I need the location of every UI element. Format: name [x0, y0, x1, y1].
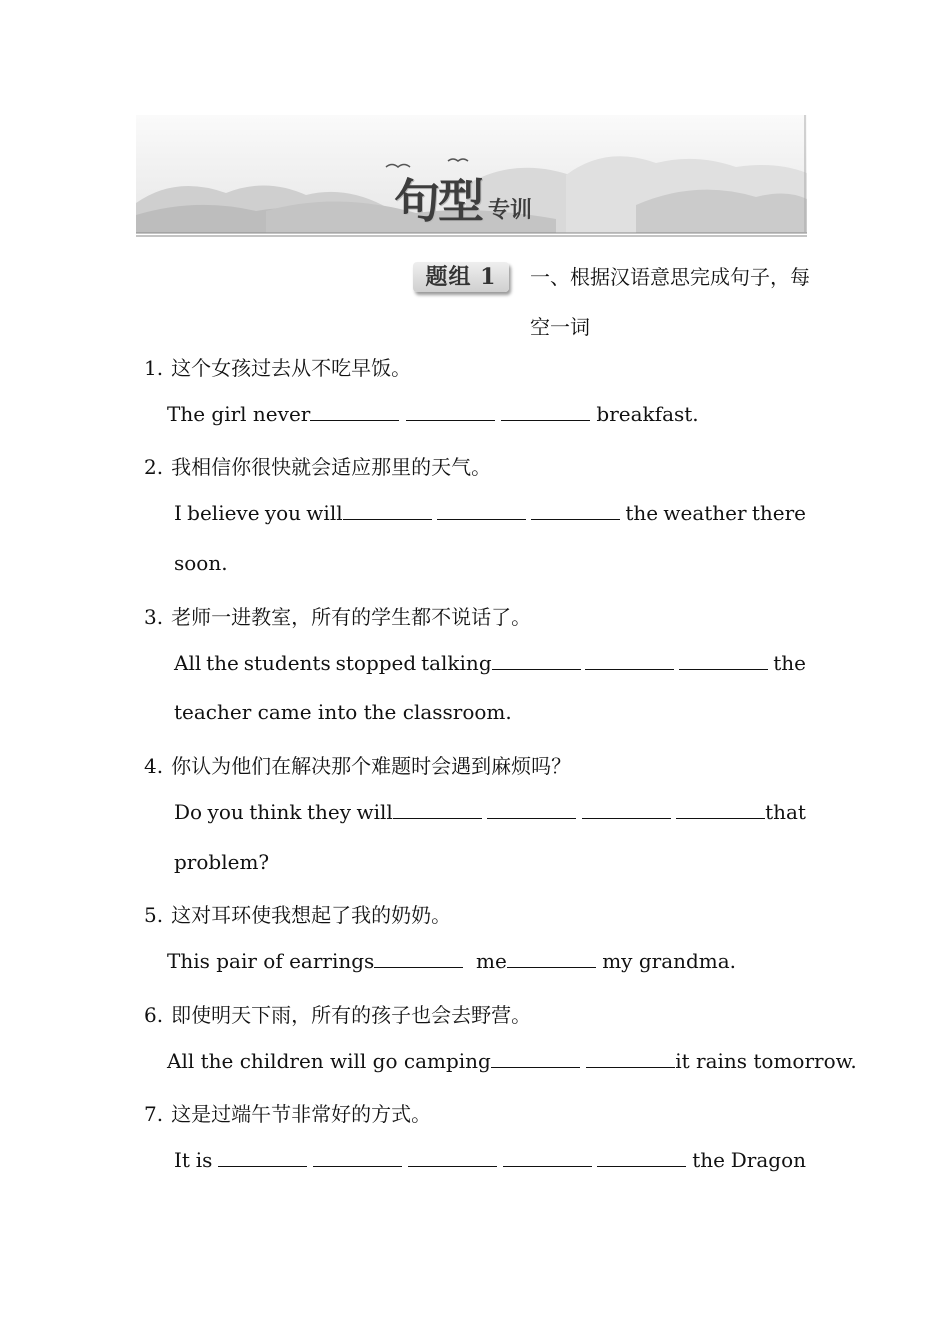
blank[interactable]: [597, 1148, 686, 1167]
question-1-english: [167, 402, 699, 426]
blank[interactable]: [437, 501, 526, 520]
sentence-text: the: [692, 1148, 725, 1172]
question-number: 5.: [144, 903, 164, 927]
group-label: 题组 1: [413, 262, 509, 292]
question-5-english: [167, 949, 736, 973]
sentence-text: stopped: [335, 651, 417, 675]
sentence-text: will: [356, 800, 393, 824]
banner-title: 句型: [394, 174, 482, 228]
blank[interactable]: [406, 402, 495, 421]
sentence-text: It: [174, 1148, 190, 1172]
blank[interactable]: [374, 949, 463, 968]
sentence-text: Do: [174, 800, 203, 824]
sentence-text: think: [249, 800, 302, 824]
sentence-text: talking: [421, 651, 492, 675]
sentence-text: All the children will go camping: [167, 1049, 491, 1073]
sentence-text: Dragon: [730, 1148, 806, 1172]
sentence-text: that: [765, 800, 806, 824]
question-number: 7.: [144, 1102, 164, 1126]
question-text: 这是过端午节非常好的方式。: [171, 1102, 432, 1126]
question-6-english: [167, 1049, 857, 1073]
sentence-text: the: [206, 651, 239, 675]
sentence-text: me: [476, 949, 507, 973]
blank[interactable]: [491, 1049, 580, 1068]
blank[interactable]: [501, 402, 590, 421]
question-number: 6.: [144, 1003, 164, 1027]
sentence-text: The girl never: [167, 402, 311, 426]
question-4-chinese: [144, 750, 571, 779]
blank[interactable]: [679, 651, 768, 670]
question-text: 即使明天下雨，所有的孩子也会去野营。: [171, 1003, 532, 1027]
sentence-text: is: [195, 1148, 213, 1172]
question-3-english-line-1: [174, 651, 806, 675]
sentence-text: All: [174, 651, 202, 675]
blank[interactable]: [408, 1148, 497, 1167]
sentence-text: it rains tomorrow.: [675, 1049, 857, 1073]
blank[interactable]: [492, 651, 581, 670]
blank[interactable]: [676, 800, 765, 819]
section-title: 一、根据汉语意思完成句子，每空一词: [530, 265, 810, 339]
question-number: 4.: [144, 754, 164, 778]
question-number: 3.: [144, 605, 164, 629]
blank[interactable]: [531, 501, 620, 520]
sentence-text: my grandma.: [602, 949, 737, 973]
question-6-chinese: [144, 999, 531, 1028]
question-text: 这个女孩过去从不吃早饭。: [171, 356, 412, 380]
blank[interactable]: [585, 651, 674, 670]
question-text: 这对耳环使我想起了我的奶奶。: [171, 903, 452, 927]
question-1-chinese: [144, 352, 411, 381]
question-7-chinese: [144, 1098, 431, 1127]
question-text: 你认为他们在解决那个难题时会遇到麻烦吗？: [171, 754, 572, 778]
sentence-text: the: [773, 651, 806, 675]
blank[interactable]: [487, 800, 576, 819]
blank[interactable]: [310, 402, 399, 421]
question-2-chinese: [144, 451, 491, 480]
question-4-english-line-2: problem?: [174, 850, 270, 874]
question-text: 老师一进教室，所有的学生都不说话了。: [171, 605, 532, 629]
sentence-text: you: [207, 800, 244, 824]
sentence-text: This pair of earrings: [167, 949, 375, 973]
question-number: 1.: [144, 356, 164, 380]
question-5-chinese: [144, 899, 451, 928]
question-3-english-line-2: teacher came into the classroom.: [174, 700, 512, 724]
sentence-text: students: [243, 651, 331, 675]
question-2-english-line-1: [174, 501, 806, 525]
blank[interactable]: [503, 1148, 592, 1167]
question-2-english-line-2: soon.: [174, 551, 228, 575]
sentence-text: the: [625, 501, 659, 525]
blank[interactable]: [313, 1148, 402, 1167]
sentence-text: I: [174, 501, 182, 525]
sentence-text: breakfast.: [596, 402, 699, 426]
blank[interactable]: [393, 800, 482, 819]
sentence-text: you: [264, 501, 302, 525]
blank[interactable]: [507, 949, 596, 968]
sentence-text: there: [751, 501, 806, 525]
question-text: 我相信你很快就会适应那里的天气。: [171, 455, 492, 479]
question-7-english-line-1: [174, 1148, 806, 1172]
blank[interactable]: [582, 800, 671, 819]
header-banner: [136, 115, 807, 237]
banner-subtitle: 专训: [488, 198, 533, 223]
question-4-english-line-1: [174, 800, 806, 824]
question-3-chinese: [144, 601, 531, 630]
blank[interactable]: [586, 1049, 675, 1068]
sentence-text: believe: [187, 501, 260, 525]
sentence-text: will: [306, 501, 343, 525]
question-number: 2.: [144, 455, 164, 479]
blank[interactable]: [218, 1148, 307, 1167]
sentence-text: weather: [663, 501, 747, 525]
blank[interactable]: [343, 501, 432, 520]
sentence-text: they: [306, 800, 352, 824]
